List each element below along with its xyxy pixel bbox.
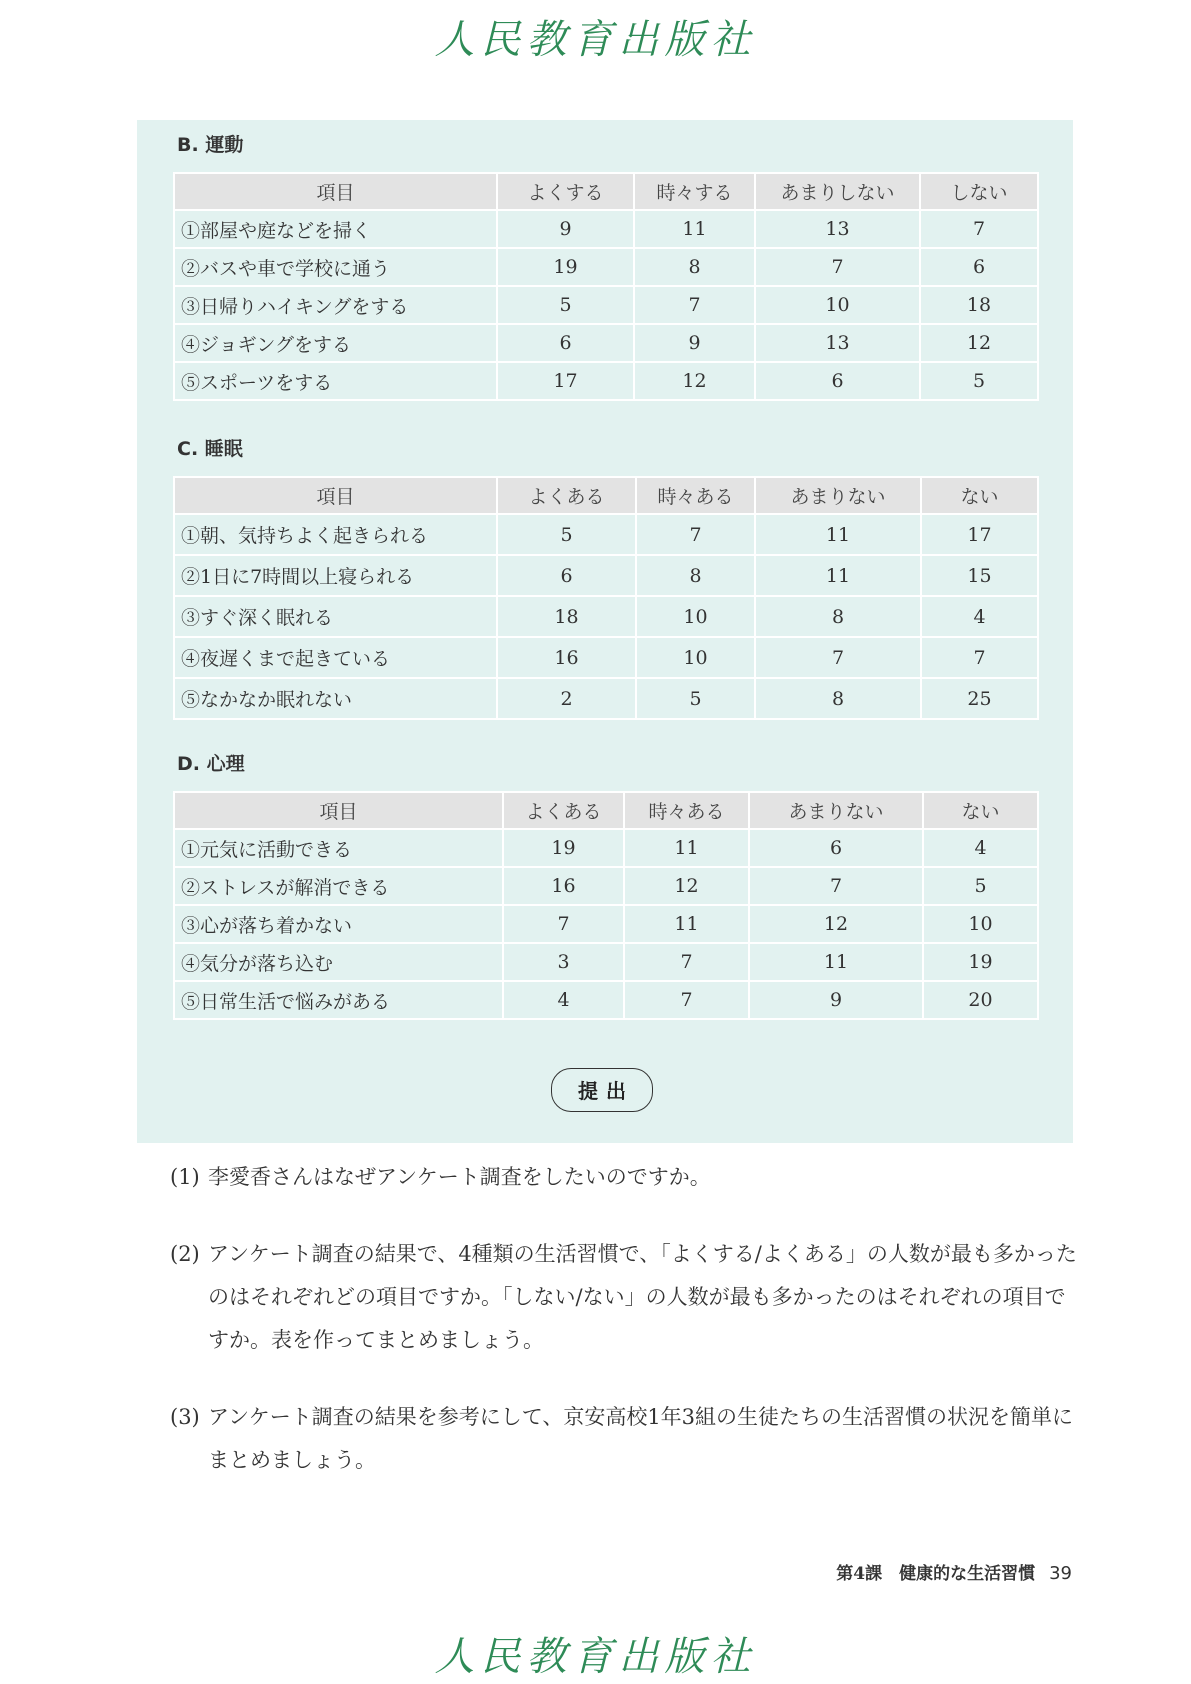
question-text: 李愛香さんはなぜアンケート調査をしたいのですか。 bbox=[208, 1165, 711, 1189]
item-cell: ④気分が落ち込む bbox=[174, 943, 503, 981]
value-cell: 11 bbox=[624, 905, 749, 943]
value-cell: 19 bbox=[923, 943, 1038, 981]
value-cell: 7 bbox=[749, 867, 923, 905]
value-cell: 8 bbox=[755, 596, 921, 637]
column-header: しない bbox=[920, 173, 1038, 210]
value-cell: 13 bbox=[755, 324, 920, 362]
value-cell: 7 bbox=[755, 248, 920, 286]
section-title-exercise: B. 運動 bbox=[177, 134, 244, 156]
value-cell: 11 bbox=[749, 943, 923, 981]
table-row bbox=[174, 637, 1038, 678]
value-cell: 9 bbox=[749, 981, 923, 1019]
column-header: よくある bbox=[503, 792, 624, 829]
value-cell: 12 bbox=[634, 362, 755, 400]
column-header: 時々ある bbox=[636, 477, 755, 514]
table-row bbox=[174, 555, 1038, 596]
value-cell: 10 bbox=[636, 596, 755, 637]
value-cell: 13 bbox=[755, 210, 920, 248]
value-cell: 7 bbox=[636, 514, 755, 555]
item-cell: ②1日に7時間以上寝られる bbox=[174, 555, 497, 596]
page-footer bbox=[836, 1559, 1072, 1584]
table-row bbox=[174, 905, 1038, 943]
item-cell: ①部屋や庭などを掃く bbox=[174, 210, 497, 248]
value-cell: 7 bbox=[503, 905, 624, 943]
table-row bbox=[174, 210, 1038, 248]
value-cell: 7 bbox=[624, 943, 749, 981]
table-header-row bbox=[174, 173, 1038, 210]
question-number: (3) bbox=[170, 1405, 200, 1429]
value-cell: 5 bbox=[497, 514, 636, 555]
submit-button[interactable]: 提出 bbox=[551, 1068, 653, 1112]
value-cell: 8 bbox=[634, 248, 755, 286]
value-cell: 6 bbox=[749, 829, 923, 867]
value-cell: 19 bbox=[503, 829, 624, 867]
value-cell: 25 bbox=[921, 678, 1038, 719]
value-cell: 4 bbox=[503, 981, 624, 1019]
question-text: アンケート調査の結果で、4種類の生活習慣で、「よくする/よくある」の人数が最も多かったのはそれぞれどの項目ですか。「しない/ない」の人数が最も多かったのはそれぞれの項目ですか。表を作ってまとめましょう。 bbox=[208, 1242, 1077, 1352]
column-header: よくする bbox=[497, 173, 634, 210]
value-cell: 6 bbox=[920, 248, 1038, 286]
value-cell: 18 bbox=[497, 596, 636, 637]
value-cell: 12 bbox=[624, 867, 749, 905]
survey-table-mind bbox=[173, 791, 1039, 1020]
value-cell: 8 bbox=[636, 555, 755, 596]
publisher-logo-bottom: 人民教育出版社 bbox=[434, 1634, 757, 1680]
column-header: ない bbox=[923, 792, 1038, 829]
table-row bbox=[174, 596, 1038, 637]
value-cell: 6 bbox=[497, 324, 634, 362]
value-cell: 10 bbox=[923, 905, 1038, 943]
item-cell: ⑤なかなか眠れない bbox=[174, 678, 497, 719]
value-cell: 11 bbox=[624, 829, 749, 867]
value-cell: 10 bbox=[636, 637, 755, 678]
value-cell: 4 bbox=[921, 596, 1038, 637]
column-header: あまりしない bbox=[755, 173, 920, 210]
item-cell: ③すぐ深く眠れる bbox=[174, 596, 497, 637]
value-cell: 5 bbox=[920, 362, 1038, 400]
value-cell: 16 bbox=[497, 637, 636, 678]
section-title-sleep: C. 睡眠 bbox=[177, 438, 243, 460]
column-header: 時々ある bbox=[624, 792, 749, 829]
column-header: あまりない bbox=[749, 792, 923, 829]
value-cell: 10 bbox=[755, 286, 920, 324]
value-cell: 7 bbox=[634, 286, 755, 324]
publisher-logo: 人民教育出版社 bbox=[434, 17, 757, 63]
value-cell: 4 bbox=[923, 829, 1038, 867]
table-row bbox=[174, 829, 1038, 867]
value-cell: 15 bbox=[921, 555, 1038, 596]
value-cell: 5 bbox=[923, 867, 1038, 905]
question-1 bbox=[170, 1156, 1080, 1199]
value-cell: 8 bbox=[755, 678, 921, 719]
value-cell: 7 bbox=[921, 637, 1038, 678]
item-cell: ③日帰りハイキングをする bbox=[174, 286, 497, 324]
value-cell: 11 bbox=[755, 555, 921, 596]
table-row bbox=[174, 867, 1038, 905]
value-cell: 11 bbox=[755, 514, 921, 555]
value-cell: 6 bbox=[497, 555, 636, 596]
chapter-title: 第4課 健康的な生活習慣 bbox=[836, 1564, 1036, 1584]
table-row bbox=[174, 981, 1038, 1019]
value-cell: 12 bbox=[920, 324, 1038, 362]
column-header: 項目 bbox=[174, 173, 497, 210]
value-cell: 6 bbox=[755, 362, 920, 400]
item-cell: ①朝、気持ちよく起きられる bbox=[174, 514, 497, 555]
column-header: 項目 bbox=[174, 792, 503, 829]
item-cell: ①元気に活動できる bbox=[174, 829, 503, 867]
table-row bbox=[174, 324, 1038, 362]
table-row bbox=[174, 286, 1038, 324]
table-row bbox=[174, 943, 1038, 981]
value-cell: 18 bbox=[920, 286, 1038, 324]
survey-table-exercise bbox=[173, 172, 1039, 401]
question-number: (1) bbox=[170, 1165, 200, 1189]
value-cell: 16 bbox=[503, 867, 624, 905]
value-cell: 20 bbox=[923, 981, 1038, 1019]
value-cell: 7 bbox=[920, 210, 1038, 248]
column-header: よくある bbox=[497, 477, 636, 514]
value-cell: 17 bbox=[497, 362, 634, 400]
table-header-row bbox=[174, 477, 1038, 514]
table-row bbox=[174, 678, 1038, 719]
item-cell: ④夜遅くまで起きている bbox=[174, 637, 497, 678]
column-header: あまりない bbox=[755, 477, 921, 514]
value-cell: 9 bbox=[497, 210, 634, 248]
value-cell: 5 bbox=[636, 678, 755, 719]
item-cell: ②バスや車で学校に通う bbox=[174, 248, 497, 286]
question-2 bbox=[170, 1233, 1080, 1362]
value-cell: 7 bbox=[624, 981, 749, 1019]
item-cell: ⑤日常生活で悩みがある bbox=[174, 981, 503, 1019]
value-cell: 3 bbox=[503, 943, 624, 981]
item-cell: ③心が落ち着かない bbox=[174, 905, 503, 943]
value-cell: 2 bbox=[497, 678, 636, 719]
item-cell: ④ジョギングをする bbox=[174, 324, 497, 362]
value-cell: 17 bbox=[921, 514, 1038, 555]
item-cell: ⑤スポーツをする bbox=[174, 362, 497, 400]
section-title-mind: D. 心理 bbox=[177, 753, 245, 775]
column-header: ない bbox=[921, 477, 1038, 514]
page-number: 39 bbox=[1049, 1563, 1072, 1584]
survey-panel bbox=[137, 120, 1073, 1143]
value-cell: 9 bbox=[634, 324, 755, 362]
value-cell: 12 bbox=[749, 905, 923, 943]
value-cell: 7 bbox=[755, 637, 921, 678]
column-header: 項目 bbox=[174, 477, 497, 514]
item-cell: ②ストレスが解消できる bbox=[174, 867, 503, 905]
value-cell: 11 bbox=[634, 210, 755, 248]
value-cell: 5 bbox=[497, 286, 634, 324]
table-row bbox=[174, 362, 1038, 400]
question-3 bbox=[170, 1396, 1080, 1482]
question-text: アンケート調査の結果を参考にして、京安高校1年3組の生徒たちの生活習慣の状況を簡単にまとめましょう。 bbox=[208, 1405, 1074, 1472]
table-row bbox=[174, 248, 1038, 286]
question-number: (2) bbox=[170, 1242, 200, 1266]
table-row bbox=[174, 514, 1038, 555]
survey-table-sleep bbox=[173, 476, 1039, 720]
table-header-row bbox=[174, 792, 1038, 829]
column-header: 時々する bbox=[634, 173, 755, 210]
value-cell: 19 bbox=[497, 248, 634, 286]
